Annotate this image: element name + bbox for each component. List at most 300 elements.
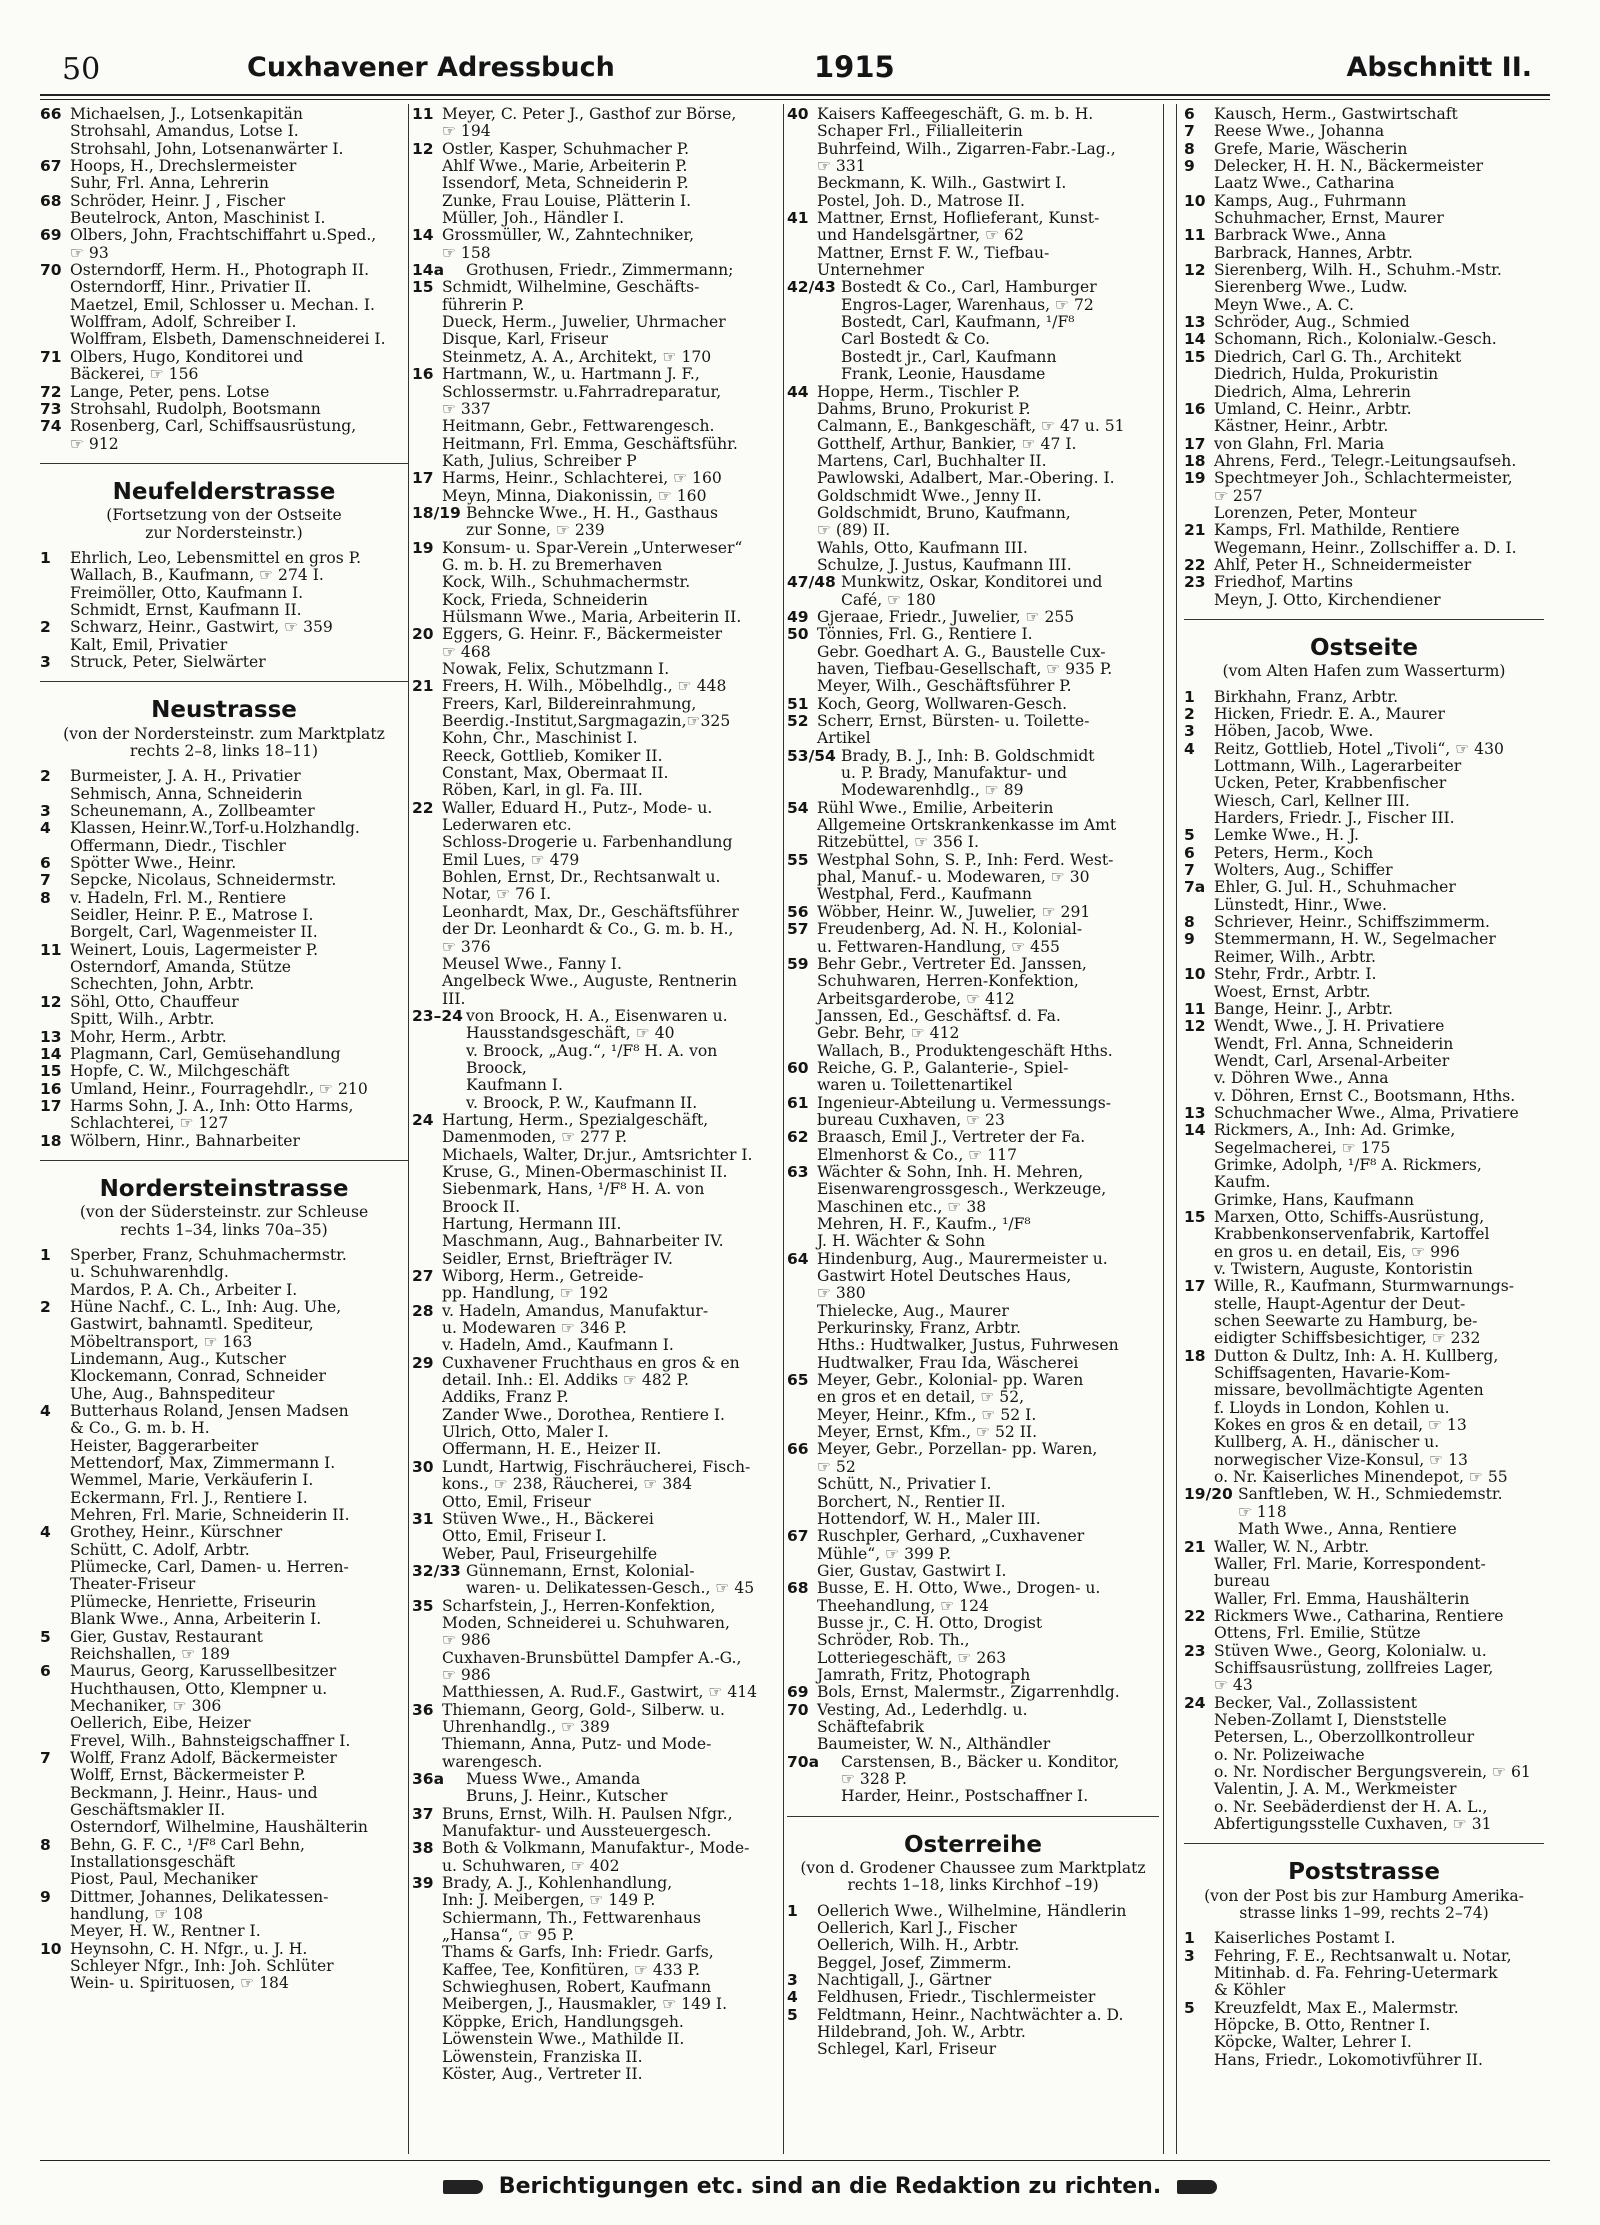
resident-list: Stehr, Frdr., Arbtr. I. Woest, Ernst, Arbtr. bbox=[1214, 965, 1377, 1001]
address-entry bbox=[1184, 574, 1544, 609]
resident-list: Bruns, Ernst, Wilh. H. Paulsen Nfgr., Manufaktur- und Aussteuergesch. bbox=[442, 1804, 733, 1841]
street-description: (von der Nordersteinstr. zum Marktplatz rechts 2–8, links 18–11) bbox=[63, 724, 385, 760]
page-header bbox=[62, 48, 1532, 92]
section-divider bbox=[40, 1160, 408, 1161]
section-label: Abschnitt II. bbox=[1346, 52, 1532, 83]
house-number: 20 bbox=[412, 625, 434, 644]
address-entry bbox=[412, 1875, 782, 2083]
address-entry bbox=[1184, 349, 1544, 401]
address-entry bbox=[40, 1247, 408, 1299]
resident-list: Lundt, Hartwig, Fischräucherei, Fisch- kons., ☞ 238, Räucherei, ☞ 384 Otto, Emil, Friseur bbox=[442, 1457, 751, 1511]
street-description: (von der Südersteinstr. zur Schleuse rechts 1–34, links 70a–35) bbox=[79, 1203, 369, 1239]
resident-list: Olbers, John, Frachtschiffahrt u.Sped., ☞ 93 bbox=[70, 226, 377, 262]
resident-list: Hüne Nachf., C. L., Inh: Aug. Uhe, Gastwirt, bahnamtl. Spediteur, Möbeltransport, ☞ 163 Lindemann, Aug., Kutscher Klockemann, Conrad, Schneider Uhe, Aug., Bahnspediteur bbox=[70, 1297, 342, 1403]
resident-list: v. Hadeln, Amandus, Manufaktur- u. Modewaren ☞ 346 P. v. Hadeln, Amd., Kaufmann I. bbox=[442, 1301, 709, 1355]
address-entry bbox=[787, 1989, 1159, 2006]
house-number: 38 bbox=[412, 1839, 434, 1858]
address-entry bbox=[787, 1060, 1159, 1095]
resident-list: Ruschpler, Gerhard, „Cuxhavener Mühle“, ☞ 399 P. Gier, Gustav, Gastwirt I. bbox=[817, 1527, 1085, 1580]
address-entry bbox=[787, 1972, 1159, 1989]
house-number: 70a bbox=[787, 1752, 820, 1771]
house-number: 14 bbox=[40, 1044, 62, 1063]
address-entry bbox=[1184, 1278, 1544, 1347]
resident-list: Sepcke, Nicolaus, Schneidermstr. bbox=[70, 871, 337, 890]
address-entry bbox=[1184, 141, 1544, 158]
house-number: 23 bbox=[1184, 1641, 1206, 1660]
address-entry bbox=[787, 904, 1159, 921]
house-number: 10 bbox=[1184, 965, 1206, 984]
house-number: 4 bbox=[40, 819, 51, 838]
resident-list: Kausch, Herm., Gastwirtschaft bbox=[1214, 105, 1458, 123]
address-entry bbox=[1184, 1608, 1544, 1643]
address-entry bbox=[40, 1889, 408, 1941]
street-heading: Nordersteinstrasse bbox=[99, 1175, 349, 1202]
house-number: 17 bbox=[412, 469, 434, 488]
address-entry bbox=[1184, 470, 1544, 522]
house-number: 71 bbox=[40, 347, 62, 366]
resident-list: Ahlf, Peter H., Schneidermeister bbox=[1214, 555, 1472, 574]
resident-list: Spechtmeyer Joh., Schlachtermeister, ☞ 257 Lorenzen, Peter, Monteur bbox=[1214, 469, 1513, 522]
address-entry bbox=[1184, 1348, 1544, 1487]
address-entry bbox=[787, 956, 1159, 1060]
house-number: 3 bbox=[1184, 1946, 1195, 1965]
house-number: 17 bbox=[1184, 434, 1206, 453]
address-entry bbox=[787, 1702, 1159, 1754]
resident-list: Maurus, Georg, Karussellbesitzer Huchthausen, Otto, Klempner u. Mechaniker, ☞ 306 Oellerich, Eibe, Heizer Frevel, Wilh., Bahnsteigschaffner I. bbox=[70, 1662, 351, 1750]
address-entry bbox=[40, 942, 408, 994]
resident-list: Meyer, C. Peter J., Gasthof zur Börse, ☞ 194 bbox=[442, 105, 737, 141]
address-entry bbox=[1184, 1105, 1544, 1122]
house-number: 4 bbox=[40, 1402, 51, 1421]
resident-list: Wölbern, Hinr., Bahnarbeiter bbox=[70, 1131, 300, 1150]
address-entry bbox=[40, 1098, 408, 1133]
resident-list: Rickmers Wwe., Catharina, Rentiere Ottens, Frl. Emilie, Stütze bbox=[1214, 1606, 1504, 1643]
resident-list: Wolff, Franz Adolf, Bäckermeister Wolff, Ernst, Bäckermeister P. Beckmann, J. Heinr., Haus- und Geschäftsmakler II. Osterndorf, Wilhelmine, Haushälterin bbox=[70, 1748, 368, 1837]
resident-list: Wendt, Wwe., J. H. Privatiere Wendt, Frl. Anna, Schneiderin Wendt, Carl, Arsenal-Arbeiter v. Döhren Wwe., Anna v. Döhren, Ernst C., Bootsmann, Hths. bbox=[1214, 1017, 1516, 1105]
address-entry bbox=[1184, 914, 1544, 931]
house-number: 68 bbox=[40, 191, 62, 210]
resident-list: Olbers, Hugo, Konditorei und Bäckerei, ☞ 156 bbox=[70, 347, 304, 384]
resident-list: Scheunemann, A., Zollbeamter bbox=[70, 802, 315, 821]
house-number: 3 bbox=[1184, 722, 1195, 741]
house-number: 6 bbox=[40, 1662, 51, 1681]
column-2 bbox=[412, 106, 782, 2083]
house-number: 6 bbox=[1184, 843, 1195, 862]
resident-list: Ahrens, Ferd., Telegr.-Leitungsaufseh. bbox=[1214, 451, 1517, 470]
street-heading: Neufelderstrasse bbox=[112, 478, 336, 505]
house-number: 8 bbox=[1184, 139, 1195, 158]
house-number: 16 bbox=[1184, 399, 1206, 418]
resident-list: Peters, Herm., Koch bbox=[1214, 843, 1374, 862]
address-entry bbox=[787, 1441, 1159, 1528]
resident-list: Konsum- u. Spar-Verein „Unterweser“ G. m. b. H. zu Bremerhaven Kock, Wilh., Schuhmachermstr. Kock, Frieda, Schneiderin Hülsmann Wwe., Maria, Arbeiterin II. bbox=[442, 538, 743, 626]
house-number: 18/19 bbox=[412, 503, 461, 522]
house-number: 13 bbox=[1184, 1103, 1206, 1122]
resident-list: Gjeraae, Friedr., Juwelier, ☞ 255 bbox=[817, 607, 1075, 626]
house-number: 18 bbox=[1184, 1346, 1206, 1365]
column-divider-2 bbox=[783, 104, 784, 2154]
address-entry bbox=[787, 1580, 1159, 1684]
address-entry bbox=[40, 872, 408, 889]
house-number: 22 bbox=[412, 798, 434, 817]
house-number: 22 bbox=[1184, 555, 1206, 574]
resident-list: Umland, C. Heinr., Arbtr. Kästner, Heinr., Arbtr. bbox=[1214, 399, 1412, 436]
address-entry bbox=[40, 384, 408, 401]
resident-list: Waller, W. N., Arbtr. Waller, Frl. Marie, Korrespondent- bureau Waller, Frl. Emma, Haushälterin bbox=[1214, 1537, 1486, 1608]
house-number: 7 bbox=[1184, 122, 1195, 141]
resident-list: Kamps, Frl. Mathilde, Rentiere Wegemann, Heinr., Zollschiffer a. D. I. bbox=[1214, 521, 1517, 557]
section-divider bbox=[787, 1816, 1159, 1817]
house-number: 36 bbox=[412, 1700, 434, 1719]
resident-list: Rosenberg, Carl, Schiffsausrüstung, ☞ 912 bbox=[70, 417, 357, 453]
pointing-hand-right-icon bbox=[1177, 2180, 1217, 2194]
house-number: 21 bbox=[1184, 1537, 1206, 1556]
house-number: 1 bbox=[1184, 687, 1195, 706]
book-title: Cuxhavener Adressbuch bbox=[247, 52, 615, 83]
address-entry bbox=[1184, 1018, 1544, 1105]
resident-list: Scherr, Ernst, Bürsten- u. Toilette- Artikel bbox=[817, 712, 1090, 748]
resident-list: Nachtigall, J., Gärtner bbox=[817, 1971, 992, 1990]
resident-list: Meyer, Gebr., Kolonial- pp. Waren en gros et en detail, ☞ 52, Meyer, Heinr., Kfm., ☞ 52 I. Meyer, Ernst, Kfm., ☞ 52 II. bbox=[817, 1371, 1084, 1442]
resident-list: Wiborg, Herm., Getreide- pp. Handlung, ☞ 192 bbox=[442, 1267, 644, 1303]
house-number: 11 bbox=[412, 105, 434, 123]
house-number: 2 bbox=[1184, 705, 1195, 723]
house-number: 3 bbox=[40, 652, 51, 671]
house-number: 10 bbox=[40, 1939, 62, 1958]
house-number: 16 bbox=[40, 1079, 62, 1098]
resident-list: Koch, Georg, Wollwaren-Gesch. bbox=[817, 694, 1068, 713]
resident-list: Bols, Ernst, Malermstr., Zigarrenhdlg. bbox=[817, 1683, 1120, 1702]
resident-list: Wöbber, Heinr. W., Juwelier, ☞ 291 bbox=[817, 902, 1091, 921]
house-number: 7 bbox=[1184, 861, 1195, 880]
resident-list: Kamps, Aug., Fuhrmann Schuhmacher, Ernst, Maurer bbox=[1214, 191, 1444, 228]
resident-list: Ingenieur-Abteilung u. Vermessungs- bureau Cuxhaven, ☞ 23 bbox=[817, 1093, 1112, 1129]
address-entry bbox=[40, 1299, 408, 1403]
resident-list: v. Hadeln, Frl. M., Rentiere Seidler, Heinr. P. E., Matrose I. Borgelt, Carl, Wagenmeister II. bbox=[70, 888, 318, 942]
resident-list: Grothusen, Friedr., Zimmermann; bbox=[466, 261, 734, 280]
house-number: 7 bbox=[40, 871, 51, 890]
house-number: 69 bbox=[787, 1683, 809, 1702]
address-entry bbox=[412, 1008, 782, 1112]
address-entry bbox=[1184, 1948, 1544, 2000]
resident-list: Gier, Gustav, Restaurant Reichshallen, ☞ 189 bbox=[70, 1627, 263, 1663]
resident-list: Behr Gebr., Vertreter Ed. Janssen, Schuhwaren, Herren-Konfektion, Arbeitsgarderobe, ☞ 412 Janssen, Ed., Geschäftsf. d. Fa. Gebr. Behr, ☞ 412 Wallach, B., Produktengeschäft Hths. bbox=[817, 954, 1113, 1060]
house-number: 8 bbox=[1184, 913, 1195, 932]
address-entry bbox=[787, 210, 1159, 279]
address-entry bbox=[1184, 931, 1544, 966]
address-entry bbox=[40, 1629, 408, 1664]
house-number: 27 bbox=[412, 1267, 434, 1286]
address-entry bbox=[787, 1754, 1159, 1806]
address-entry bbox=[1184, 845, 1544, 862]
resident-list: Brady, A. J., Kohlenhandlung, Inh: J. Meibergen, ☞ 149 P. Schiermann, Th., Fettwarenhaus „Hansa“, ☞ 95 P. Thams & Garfs, Inh: Friedr. Garfs, Kaffee, Tee, Konfitüren, ☞ 433 P. Schwieghusen, Robert, Kaufmann Meibergen, J., Hausmakler, ☞ 149 I. Köppke, Erich, Handlungsgeh. Löwenstein Wwe., Mathilde II. Löwenstein, Franziska II. Köster, Aug., Vertreter II. bbox=[442, 1874, 728, 2083]
address-entry bbox=[40, 1133, 408, 1150]
address-entry bbox=[1184, 2000, 1544, 2069]
address-entry bbox=[412, 106, 782, 141]
house-number: 53/54 bbox=[787, 746, 836, 765]
address-entry bbox=[787, 279, 1159, 383]
address-entry bbox=[40, 1663, 408, 1750]
resident-list: Westphal Sohn, S. P., Inh: Ferd. West- phal, Manuf.- u. Modewaren, ☞ 30 Westphal, Ferd., Kaufmann bbox=[817, 850, 1114, 904]
house-number: 63 bbox=[787, 1162, 809, 1181]
house-number: 9 bbox=[40, 1887, 51, 1906]
resident-list: Harms Sohn, J. A., Inh: Otto Harms, Schlachterei, ☞ 127 bbox=[70, 1096, 354, 1133]
resident-list: Höben, Jacob, Wwe. bbox=[1214, 722, 1374, 741]
address-entry bbox=[40, 227, 408, 262]
address-entry bbox=[40, 106, 408, 158]
resident-list: Schröder, Aug., Schmied bbox=[1214, 313, 1410, 332]
address-entry bbox=[787, 626, 1159, 695]
resident-list: Wolters, Aug., Schiffer bbox=[1214, 861, 1393, 880]
resident-list: Meyer, Gebr., Porzellan- pp. Waren, ☞ 52 Schütt, N., Privatier I. Borchert, N., Rentier II. Hottendorf, W. H., Maler III. bbox=[817, 1440, 1098, 1528]
resident-list: Sanftleben, W. H., Schmiedemstr. ☞ 118 Math Wwe., Anna, Rentiere bbox=[1238, 1485, 1503, 1539]
resident-list: Tönnies, Frl. G., Rentiere I. Gebr. Goedhart A. G., Baustelle Cux- haven, Tiefbau-Gesellschaft, ☞ 935 P. Meyer, Wilh., Geschäftsführer P. bbox=[817, 625, 1113, 696]
address-entry bbox=[787, 852, 1159, 904]
address-entry bbox=[787, 1903, 1159, 1972]
house-number: 70 bbox=[787, 1700, 809, 1719]
resident-list: Ehler, G. Jul. H., Schuhmacher Lünstedt, Hinr., Wwe. bbox=[1214, 878, 1456, 914]
resident-list: Schwarz, Heinr., Gastwirt, ☞ 359 Kalt, Emil, Privatier bbox=[70, 618, 333, 654]
house-number: 4 bbox=[40, 1523, 51, 1542]
address-entry bbox=[40, 349, 408, 384]
house-number: 70 bbox=[40, 261, 62, 280]
resident-list: Wille, R., Kaufmann, Sturmwarnungs- stelle, Haupt-Agentur der Deut- schen Seewarte zu Hamburg, be- eidigter Schiffsbesichtiger, ☞ 232 bbox=[1214, 1277, 1515, 1348]
address-entry bbox=[1184, 1001, 1544, 1018]
resident-list: Busse, E. H. Otto, Wwe., Drogen- u. Theehandlung, ☞ 124 Busse jr., C. H. Otto, Drogist Schröder, Rob. Th., Lotteriegeschäft, ☞ 263 Jamrath, Fritz, Photograph bbox=[817, 1579, 1101, 1684]
address-entry bbox=[1184, 689, 1544, 706]
resident-list: Barbrack Wwe., Anna Barbrack, Hannes, Arbtr. bbox=[1214, 226, 1413, 262]
address-entry bbox=[40, 1029, 408, 1046]
resident-list: Umland, Heinr., Fourragehdlr., ☞ 210 bbox=[70, 1079, 368, 1098]
address-entry bbox=[1184, 557, 1544, 574]
resident-list: Heynsohn, C. H. Nfgr., u. J. H. Schleyer Nfgr., Inh: Joh. Schlüter Wein- u. Spirituosen, ☞ 184 bbox=[70, 1939, 334, 1993]
resident-list: Harms, Heinr., Schlachterei, ☞ 160 Meyn, Minna, Diakonissin, ☞ 160 bbox=[442, 469, 722, 505]
house-number: 8 bbox=[40, 888, 51, 907]
resident-list: Thiemann, Georg, Gold-, Silberw. u. Uhrenhandlg., ☞ 389 Thiemann, Anna, Putz- und Mode- warengesch. bbox=[442, 1700, 725, 1771]
street-description: (von d. Grodener Chaussee zum Marktplatz rechts 1–18, links Kirchhof –19) bbox=[800, 1859, 1146, 1895]
resident-list: Bange, Heinr. J., Arbtr. bbox=[1214, 999, 1394, 1018]
address-entry bbox=[1184, 879, 1544, 914]
street-heading: Neustrasse bbox=[151, 697, 297, 724]
address-entry bbox=[412, 1355, 782, 1459]
house-number: 15 bbox=[412, 278, 434, 297]
house-number: 11 bbox=[1184, 999, 1206, 1018]
resident-list: Fehring, F. E., Rechtsanwalt u. Notar, Mitinhab. d. Fa. Fehring-Uetermark & Köhler bbox=[1214, 1946, 1512, 2000]
address-entry bbox=[1184, 1486, 1544, 1538]
resident-list: Feldhusen, Friedr., Tischlermeister bbox=[817, 1988, 1096, 2007]
address-entry bbox=[412, 1806, 782, 1841]
resident-list: Sierenberg, Wilh. H., Schuhm.-Mstr. Sierenberg Wwe., Ludw. Meyn Wwe., A. C. bbox=[1214, 261, 1502, 314]
house-number: 9 bbox=[1184, 930, 1195, 949]
house-number: 14 bbox=[1184, 1121, 1206, 1140]
resident-list: Hartmann, W., u. Hartmann J. F., Schlossermstr. u.Fahrradreparatur, ☞ 337 Heitmann, Gebr., Fettwarengesch. Heitmann, Frl. Emma, Geschäftsführ. Kath, Julius, Schreiber P bbox=[442, 365, 738, 470]
house-number: 57 bbox=[787, 920, 809, 939]
house-number: 19 bbox=[1184, 469, 1206, 488]
footer-rule bbox=[40, 2160, 1550, 2161]
house-number: 13 bbox=[1184, 313, 1206, 332]
address-entry bbox=[1184, 331, 1544, 348]
address-entry bbox=[412, 678, 782, 799]
house-number: 64 bbox=[787, 1249, 809, 1268]
address-entry bbox=[40, 619, 408, 654]
resident-list: Ostler, Kasper, Schuhmacher P. Ahlf Wwe., Marie, Arbeiterin P. Issendorf, Meta, Schneiderin P. Zunke, Frau Louise, Plätterin I. Müller, Joh., Händler I. bbox=[442, 139, 692, 228]
address-entry bbox=[1184, 453, 1544, 470]
address-entry bbox=[1184, 158, 1544, 193]
house-number: 7 bbox=[40, 1748, 51, 1767]
address-entry bbox=[1184, 862, 1544, 879]
address-entry bbox=[40, 1941, 408, 1993]
house-number: 17 bbox=[40, 1096, 62, 1115]
resident-list: Hoops, H., Drechslermeister Suhr, Frl. Anna, Lehrerin bbox=[70, 157, 297, 193]
address-entry bbox=[787, 1251, 1159, 1372]
resident-list: Muess Wwe., Amanda Bruns, J. Heinr., Kutscher bbox=[466, 1770, 668, 1806]
house-number: 6 bbox=[40, 854, 51, 873]
resident-list: Both & Volkmann, Manufaktur-, Mode- u. Schuhwaren, ☞ 402 bbox=[442, 1839, 750, 1875]
house-number: 73 bbox=[40, 399, 62, 418]
house-number: 8 bbox=[40, 1835, 51, 1854]
house-number: 52 bbox=[787, 712, 809, 731]
house-number: 47/48 bbox=[787, 573, 836, 592]
house-number: 24 bbox=[412, 1110, 434, 1129]
street-heading: Poststrasse bbox=[1288, 1859, 1440, 1886]
house-number: 17 bbox=[1184, 1277, 1206, 1296]
house-number: 68 bbox=[787, 1579, 809, 1598]
resident-list: Behncke Wwe., H. H., Gasthaus zur Sonne, ☞ 239 bbox=[466, 503, 719, 540]
house-number: 69 bbox=[40, 226, 62, 245]
street-description: (vom Alten Hafen zum Wasserturm) bbox=[1222, 662, 1506, 681]
house-number: 1 bbox=[40, 1245, 51, 1264]
resident-list: Hopfe, C. W., Milchgeschäft bbox=[70, 1062, 290, 1081]
house-number: 40 bbox=[787, 105, 809, 123]
street-description: (Fortsetzung von der Ostseite zur Nordersteinstr.) bbox=[106, 506, 342, 542]
house-number: 28 bbox=[412, 1301, 434, 1320]
resident-list: Delecker, H. H. N., Bäckermeister Laatz Wwe., Catharina bbox=[1214, 157, 1484, 193]
address-entry bbox=[1184, 966, 1544, 1001]
address-entry bbox=[787, 574, 1159, 609]
header-rule-top bbox=[40, 94, 1550, 96]
resident-list: Stüven Wwe., H., Bäckerei Otto, Emil, Friseur I. Weber, Paul, Friseurgehilfe bbox=[442, 1509, 658, 1563]
street-description: (von der Post bis zur Hamburg Amerika- strasse links 1–99, rechts 2–74) bbox=[1204, 1886, 1524, 1923]
resident-list: Schmidt, Wilhelmine, Geschäfts- führerin P. Dueck, Herm., Juwelier, Uhrmacher Disque, Karl, Friseur Steinmetz, A. A., Architekt, ☞ 170 bbox=[442, 278, 726, 366]
address-entry bbox=[1184, 827, 1544, 844]
house-number: 14 bbox=[412, 226, 434, 245]
resident-list: Dittmer, Johannes, Delikatessen- handlung, ☞ 108 Meyer, H. W., Rentner I. bbox=[70, 1887, 329, 1941]
house-number: 5 bbox=[1184, 826, 1195, 845]
resident-list: Reitz, Gottlieb, Hotel „Tivoli“, ☞ 430 Lottmann, Wilh., Lagerarbeiter Ucken, Peter, Krabbenfischer Wiesch, Carl, Kellner III. Harders, Friedr. J., Fischer III. bbox=[1214, 739, 1504, 828]
address-entry bbox=[1184, 1122, 1544, 1209]
address-entry bbox=[787, 384, 1159, 575]
resident-list: Vesting, Ad., Lederhdlg. u. Schäftefabrik Baumeister, W. N., Althändler bbox=[817, 1700, 1051, 1754]
column-divider-3 bbox=[1163, 104, 1164, 2154]
house-number: 16 bbox=[412, 365, 434, 384]
address-entry bbox=[412, 626, 782, 678]
house-number: 10 bbox=[1184, 191, 1206, 210]
resident-list: Hicken, Friedr. E. A., Maurer bbox=[1214, 705, 1445, 723]
house-number: 2 bbox=[40, 618, 51, 637]
address-entry bbox=[40, 890, 408, 942]
column-divider-1 bbox=[408, 104, 409, 2154]
resident-list: Osterndorff, Herm. H., Photograph II. Osterndorff, Hinr., Privatier II. Maetzel, Emil, Schlosser u. Mechan. I. Wolffram, Adolf, Schreiber I. Wolffram, Elsbeth, Damenschneiderei I. bbox=[70, 261, 386, 349]
footer bbox=[400, 2174, 1260, 2199]
address-entry bbox=[412, 279, 782, 366]
address-entry bbox=[412, 141, 782, 228]
house-number: 31 bbox=[412, 1509, 434, 1528]
house-number: 56 bbox=[787, 902, 809, 921]
address-entry bbox=[787, 1095, 1159, 1130]
resident-list: Feldtmann, Heinr., Nachtwächter a. D. Hildebrand, Joh. W., Arbtr. Schlegel, Karl, Friseur bbox=[817, 2005, 1124, 2059]
address-entry bbox=[40, 158, 408, 193]
resident-list: Hoppe, Herm., Tischler P. Dahms, Bruno, Prokurist P. Calmann, E., Bankgeschäft, ☞ 47 u. 51 Gotthelf, Arthur, Bankier, ☞ 47 I. Martens, Carl, Buchhalter II. Pawlowski, Adalbert, Mar.-Obering. I. Goldschmidt Wwe., Jenny II. Goldschmidt, Bruno, Kaufmann, ☞ (89) II. Wahls, Otto, Kaufmann III. Schulze, J. Justus, Kaufmann III. bbox=[817, 382, 1125, 574]
address-entry bbox=[1184, 1695, 1544, 1834]
house-number: 4 bbox=[787, 1988, 798, 2007]
house-number: 41 bbox=[787, 209, 809, 228]
address-entry bbox=[787, 106, 1159, 210]
address-entry bbox=[787, 609, 1159, 626]
resident-list: Strohsahl, Rudolph, Bootsmann bbox=[70, 399, 321, 418]
house-number: 2 bbox=[40, 1297, 51, 1316]
address-entry bbox=[1184, 522, 1544, 557]
house-number: 49 bbox=[787, 607, 809, 626]
house-number: 24 bbox=[1184, 1693, 1206, 1712]
house-number: 72 bbox=[40, 382, 62, 401]
address-entry bbox=[787, 1528, 1159, 1580]
house-number: 3 bbox=[787, 1971, 798, 1990]
resident-list: Weinert, Louis, Lagermeister P. Osterndorf, Amanda, Stütze Schechten, John, Arbtr. bbox=[70, 940, 319, 994]
house-number: 65 bbox=[787, 1371, 809, 1390]
address-entry bbox=[412, 1702, 782, 1771]
resident-list: Schuchmacher Wwe., Alma, Privatiere bbox=[1214, 1103, 1519, 1122]
resident-list: Rühl Wwe., Emilie, Arbeiterin Allgemeine Ortskrankenkasse im Amt Ritzebüttel, ☞ 356 I. bbox=[817, 798, 1117, 852]
house-number: 3 bbox=[40, 802, 51, 821]
address-entry bbox=[1184, 227, 1544, 262]
house-number: 66 bbox=[787, 1440, 809, 1459]
house-number: 21 bbox=[412, 677, 434, 696]
house-number: 59 bbox=[787, 954, 809, 973]
address-entry bbox=[1184, 723, 1544, 740]
address-entry bbox=[1184, 193, 1544, 228]
address-entry bbox=[40, 994, 408, 1029]
resident-list: Becker, Val., Zollassistent Neben-Zollamt I, Dienststelle Petersen, L., Oberzollkontrolleur o. Nr. Polizeiwache o. Nr. Nordischer Bergungsverein, ☞ 61 Valentin, J. A. M., Werkmeister o. Nr. Seebäderdienst der H. A. L., Abfertigungsstelle Cuxhaven, ☞ 31 bbox=[1214, 1693, 1531, 1833]
house-number: 67 bbox=[787, 1527, 809, 1546]
address-entry bbox=[40, 820, 408, 855]
street-heading: Osterreihe bbox=[904, 1831, 1042, 1858]
address-entry bbox=[787, 2007, 1159, 2059]
house-number: 5 bbox=[40, 1627, 51, 1646]
resident-list: Munkwitz, Oskar, Konditorei und Café, ☞ 180 bbox=[841, 573, 1103, 609]
resident-list: Grothey, Heinr., Kürschner Schütt, C. Adolf, Arbtr. Plümecke, Carl, Damen- u. Herren- Theater-Friseur Plümecke, Henriette, Friseurin Blank Wwe., Anna, Arbeiterin I. bbox=[70, 1523, 349, 1629]
resident-list: Kreuzfeldt, Max E., Malermstr. Höpcke, B. Otto, Rentner I. Köpcke, Walter, Lehrer I. Hans, Friedr., Lokomotivführer II. bbox=[1214, 1998, 1483, 2069]
column-1 bbox=[40, 106, 408, 1993]
section-divider bbox=[1184, 619, 1544, 620]
resident-list: Reese Wwe., Johanna bbox=[1214, 122, 1385, 141]
address-entry bbox=[412, 1598, 782, 1702]
house-number: 15 bbox=[1184, 1207, 1206, 1226]
resident-list: Lemke Wwe., H. J. bbox=[1214, 826, 1359, 845]
house-number: 61 bbox=[787, 1093, 809, 1112]
address-entry bbox=[1184, 436, 1544, 453]
address-entry bbox=[40, 193, 408, 228]
section-divider bbox=[40, 463, 408, 464]
resident-list: Wächter & Sohn, Inh. H. Mehren, Eisenwarengrossgesch., Werkzeuge, Maschinen etc., ☞ 38 Mehren, H. F., Kaufm., ¹/F⁸ J. H. Wächter & Sohn bbox=[817, 1162, 1107, 1251]
address-entry bbox=[40, 803, 408, 820]
house-number: 2 bbox=[40, 767, 51, 786]
address-entry bbox=[412, 1459, 782, 1511]
address-entry bbox=[40, 1750, 408, 1837]
address-entry bbox=[40, 262, 408, 349]
resident-list: Günnemann, Ernst, Kolonial- waren- u. Delikatessen-Gesch., ☞ 45 bbox=[466, 1561, 755, 1598]
address-entry bbox=[1184, 1209, 1544, 1278]
address-entry bbox=[1184, 706, 1544, 723]
